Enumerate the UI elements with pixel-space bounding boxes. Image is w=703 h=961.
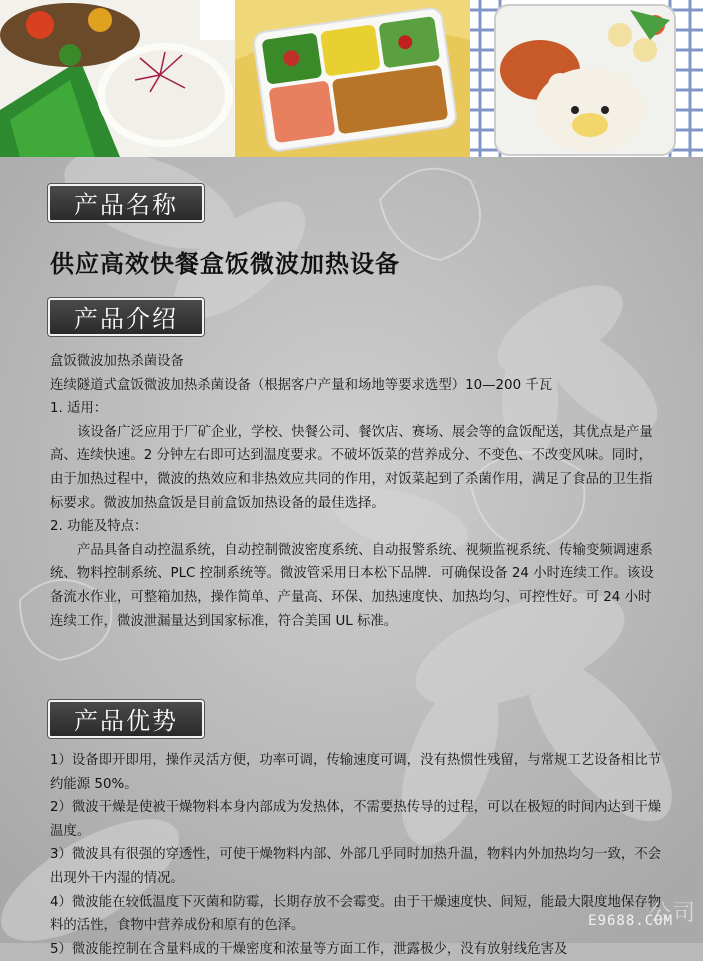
- product-title: 供应高效快餐盒饭微波加热设备: [50, 250, 400, 278]
- section-label-product-name: 产品名称: [48, 184, 204, 222]
- advantage-point: 4）微波能在较低温度下灭菌和防霉，长期存放不会霉变。由于干燥速度快、间短，能最大限度地保存物料的活性，食物中营养成份和原有的色泽。: [50, 894, 662, 934]
- intro-item1-body: 该设备广泛应用于厂矿企业，学校、快餐公司、餐饮店、赛场、展会等的盒饭配送，其优点是产量高、连续快速。2 分钟左右即可达到温度要求。不破坏饭菜的营养成分、不变色、不改变风味。同时，由于加热过程中，微波的热效应和非热效应共同的作用，对饭菜起到了杀菌作用，满足了食品的卫生指标要求。微波加热盒饭是目前盒饭加热设备的最佳选择。: [50, 424, 653, 511]
- food-photo-strip: [0, 0, 703, 157]
- photo-kids-bento: [470, 0, 703, 157]
- intro-line-1: 盒饭微波加热杀菌设备: [50, 354, 184, 369]
- advantage-point: 2）微波干燥是使被干燥物料本身内部成为发热体，不需要热传导的过程，可以在极短的时间内达到干燥温度。: [50, 800, 662, 839]
- intro-text-block: [50, 350, 662, 633]
- intro-item2-body: 产品具备自动控温系统，自动控制微波密度系统、自动报警系统、视频监视系统、传输变频调速系统、物料控制系统、PLC 控制系统等。微波管采用日本松下品牌．可确保设备 24 小时连续工作。该设备流水作业，可整箱加热，操作简单、产量高、环保、加热速度快、加热均匀、可控性好。可 24 小时连续工作，微波泄漏量达到国家标准，符合美国 UL 标准。: [50, 542, 654, 629]
- intro-line-2: 连续隧道式盒饭微波加热杀菌设备（根据客户产量和场地等要求选型）10—200 千瓦: [50, 377, 553, 393]
- advantage-text-block: [50, 749, 662, 961]
- section-label-product-advantage: 产品优势: [48, 700, 204, 738]
- site-watermark: E9688.COM: [588, 913, 673, 929]
- advantage-point: 5）微波能控制在含量料成的干燥密度和浓量等方面工作，泄露极少，没有放射线危害及: [50, 941, 568, 957]
- advantage-point: 3）微波具有很强的穿透性，可使干燥物料内部、外部几乎同时加热升温，物料内外加热均匀一致，不会出现外干内湿的情况。: [50, 847, 662, 886]
- section-label-product-intro: 产品介绍: [48, 298, 204, 336]
- photo-bento-tray: [235, 0, 470, 157]
- intro-item1-heading: 1. 适用：: [50, 401, 108, 417]
- intro-item2-heading: 2. 功能及特点：: [50, 519, 148, 535]
- company-watermark: 公司: [648, 901, 697, 926]
- advantage-point: 1）设备即开即用，操作灵活方便，功率可调，传输速度可调，没有热惯性残留，与常规工艺设备相比节约能源 50%。: [50, 753, 662, 792]
- photo-rice-dish: [0, 0, 235, 157]
